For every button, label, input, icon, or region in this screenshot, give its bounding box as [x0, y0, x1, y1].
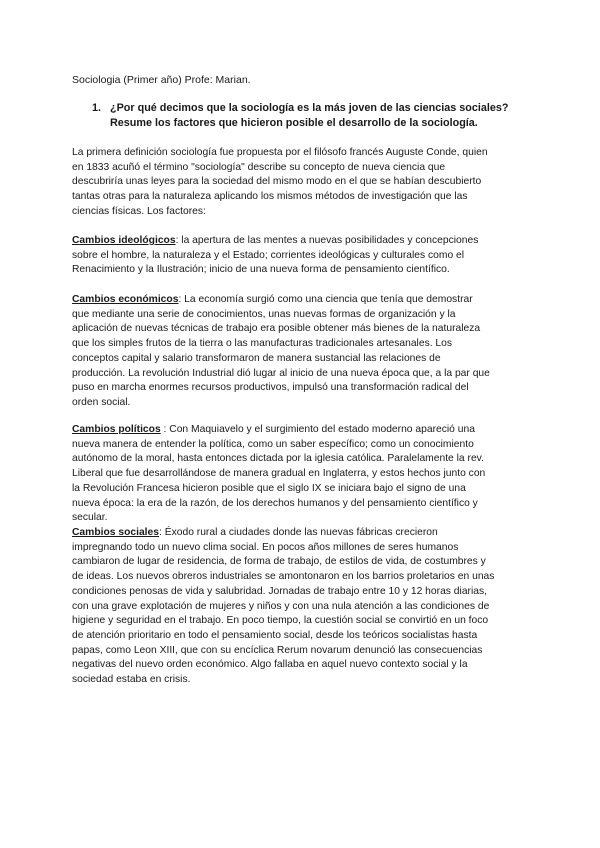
section-line: cambiaron de lugar de residencia, de forma de trabajo, de estilos de vida, de costumbres y: [72, 556, 486, 568]
section-line: sociedad estaba en crisis.: [72, 674, 191, 686]
section-line: que los simples frutos de la tierra o las manufacturas tradicionales artesanales. Los: [72, 338, 453, 350]
section-first-line: [72, 526, 532, 541]
section-line: sobre el hombre, la naturaleza y el Estado; corrientes ideológicas y culturales como el: [72, 249, 465, 261]
section-heading: Cambios económicos: [72, 294, 179, 305]
intro-line: tantas otras para la naturaleza aplicando los mismos métodos de investigación que las: [72, 191, 468, 203]
section-line: secular.: [72, 512, 108, 524]
section-first-line: [72, 293, 532, 308]
section-line: nueva época: la era de la razón, de los derechos humanos y del pensamiento científico y: [72, 497, 478, 509]
question-number: 1.: [92, 102, 102, 114]
section-first-line: [72, 423, 532, 438]
section-text: : Con Maquiavelo y el surgimiento del estado moderno apareció una: [160, 424, 475, 435]
section-line: de ideas. Los nuevos obreros industriales se amontonaron en los barrios proletarios en unas: [72, 571, 495, 583]
section-heading: Cambios sociales: [72, 527, 159, 538]
document-header: Sociologia (Primer año) Profe: Marian.: [72, 74, 251, 86]
section-line: aplicación de nuevas técnicas de trabajo era posible obtener más bienes de la naturaleza: [72, 323, 481, 335]
section-line: autónomo de la moral, hasta entonces dictada por la iglesia católica. Paralelamente la rev.: [72, 453, 484, 465]
question-line: Resume los factores que hicieron posible el desarrollo de la sociología.: [110, 117, 478, 129]
section-line: Renacimiento y la Ilustración; inicio de una nueva forma de pensamiento científico.: [72, 264, 450, 276]
section-line: puso en marcha enormes recursos productivos, impulsó una transformación radical del: [72, 382, 469, 394]
section-heading: Cambios políticos: [72, 424, 161, 435]
question-text: [110, 101, 538, 131]
question-line: ¿Por qué decimos que la sociología es la más joven de las ciencias sociales?: [110, 102, 509, 114]
section-line: conceptos capital y salario transformaron de manera sustancial las relaciones de: [72, 352, 441, 364]
section-social-changes: [72, 526, 532, 688]
intro-line: en 1833 acuñó el término "sociología" describe su concepto de nueva ciencia que: [72, 161, 446, 173]
section-line: higiene y seguridad en el trabajo. En poco tiempo, la cuestión social se convirtió en un foco: [72, 615, 489, 627]
section-heading: Cambios ideológicos: [72, 235, 176, 246]
section-line: condiciones penosas de vida y salubridad. Jornadas de trabajo entre 10 y 12 horas diarias,: [72, 585, 487, 597]
section-ideological-changes: [72, 234, 532, 278]
section-text: : La economía surgió como una ciencia que tenía que demostrar: [178, 294, 473, 305]
section-first-line: [72, 234, 532, 249]
section-line: papas, como Leon XIII, que con su encíclica Rerum novarum denunció las consecuencias: [72, 644, 483, 656]
section-economic-changes: [72, 293, 532, 411]
section-text: : la apertura de las mentes a nuevas posibilidades y concepciones: [175, 235, 479, 246]
section-political-changes: [72, 423, 532, 526]
section-line: con una grave explotación de mujeres y niños y con una nula atención a las condiciones de: [72, 600, 490, 612]
intro-line: ciencias físicas. Los factores:: [72, 205, 206, 217]
section-line: producción. La revolución Industrial dió lugar al inicio de una nueva época que, a la par que: [72, 367, 490, 379]
section-line: nueva manera de entender la política, como un saber específico; como un conocimiento: [72, 438, 474, 450]
intro-paragraph: [72, 146, 532, 220]
section-line: impregnando todo un nuevo clima social. En pocos años millones de seres humanos: [72, 541, 459, 553]
section-line: la Revolución Francesa hicieron posible que el siglo IX se iniciara bajo el signo de una: [72, 482, 466, 494]
section-line: negativas del nuevo orden económico. Algo fallaba en aquel nuevo contexto social y la: [72, 659, 468, 671]
section-line: de atención prioritario en todo el pensamiento social, desde los teóricos socialistas hasta: [72, 629, 478, 641]
intro-line: descubriría unas leyes para la sociedad del mismo modo en el que se habían descubierto: [72, 176, 482, 188]
intro-line: La primera definición sociología fue propuesta por el filósofo francés Auguste Conde, quien: [72, 147, 488, 158]
section-line: Liberal que fue desarrollándose de manera gradual en Inglaterra, y estos hechos junto con: [72, 468, 486, 480]
section-line: orden social.: [72, 396, 131, 408]
section-line: que mediante una serie de conocimientos, unas nuevas formas de organización y la: [72, 308, 456, 320]
section-text: : Éxodo rural a ciudades donde las nuevas fábricas crecieron: [159, 527, 438, 538]
